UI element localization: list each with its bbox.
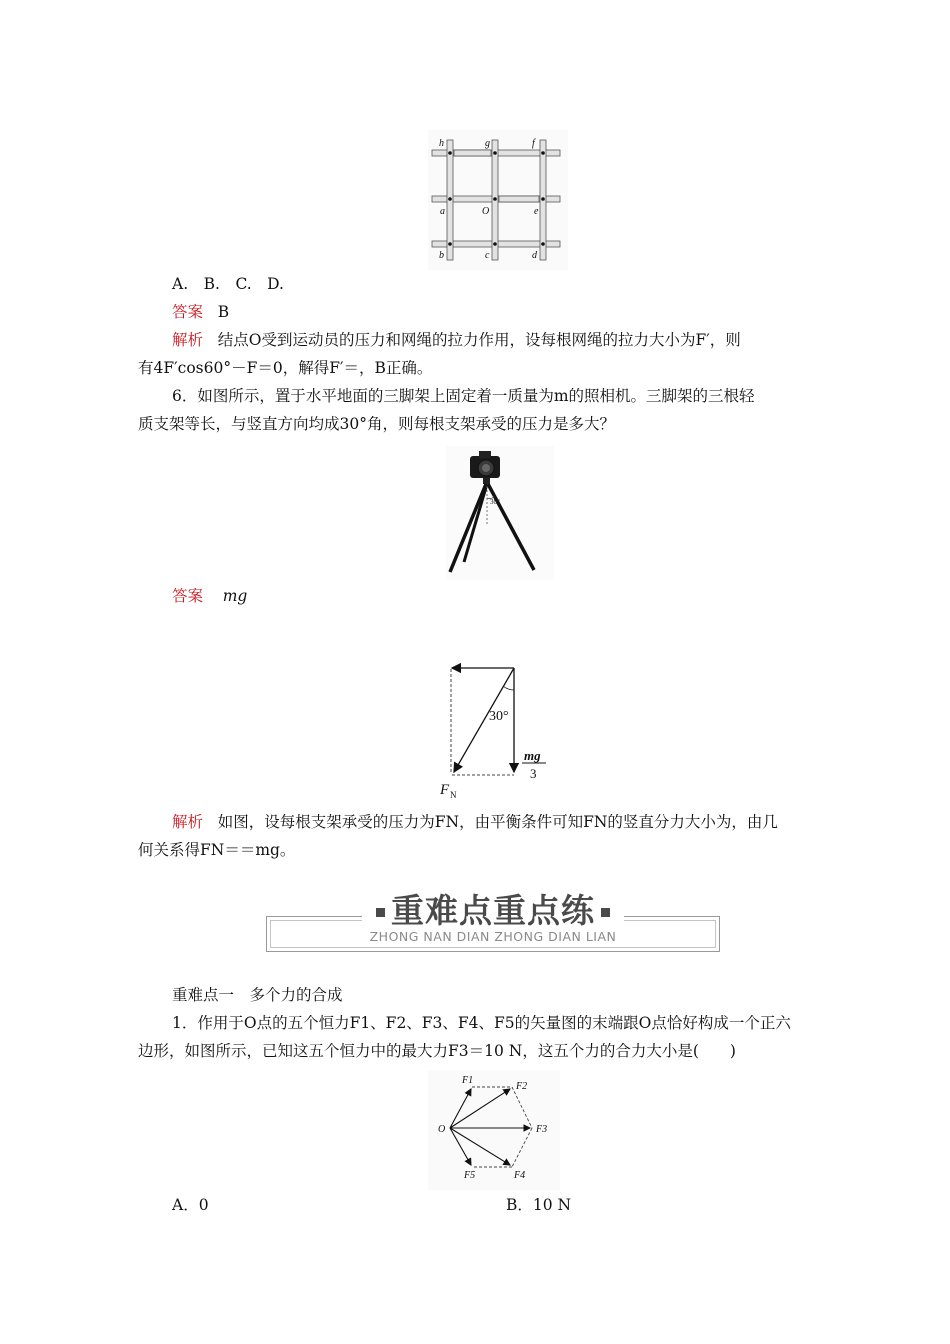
q5-answer	[172, 301, 852, 323]
banner-square-icon	[376, 908, 385, 917]
force-angle-label: 30°	[489, 709, 509, 724]
q5-analysis-line1	[172, 329, 852, 351]
q6-analysis-text1: 如图，设每根支架承受的压力为FN，由平衡条件可知FN的竖直分力大小为，由几	[217, 813, 778, 831]
q1-text-line1: 1．作用于O点的五个恒力F1、F2、F3、F4、F5的矢量图的末端跟O点恰好构成一个正六	[172, 1014, 791, 1032]
q6-answer	[172, 585, 852, 607]
q6-text-line2: 质支架等长，与竖直方向均成30°角，则每根支架承受的压力是多大？	[138, 415, 615, 433]
q6-analysis-line2: 何关系得FN＝＝mg。	[138, 841, 296, 859]
grid-label-e: e	[534, 206, 539, 217]
grid-label-h: h	[439, 138, 444, 149]
hex-label-f5: F5	[464, 1170, 476, 1181]
force-triangle-diagram	[432, 660, 562, 802]
q1-text-line2: 边形，如图所示，已知这五个恒力中的最大力F3＝10 N，这五个力的合力大小是( )	[138, 1042, 736, 1060]
force-fn-label: F	[440, 782, 450, 798]
force-mg-numerator: mg	[524, 748, 541, 763]
analysis-tag: 解析	[172, 813, 204, 831]
section-heading: 重难点一 多个力的合成	[172, 986, 343, 1004]
q5-analysis-text1: 结点O受到运动员的压力和网绳的拉力作用，设每根网绳的拉力大小为F′，则	[217, 331, 741, 349]
tripod-angle-label: 30°	[490, 498, 500, 506]
q6-answer-value: mg	[222, 587, 248, 605]
grid-label-f: f	[532, 138, 535, 149]
hexagon-force-figure	[428, 1070, 560, 1190]
net-grid-figure	[428, 130, 568, 270]
grid-label-b: b	[439, 250, 444, 261]
answer-tag: 答案	[172, 303, 204, 321]
analysis-tag: 解析	[172, 331, 204, 349]
hex-label-f2: F2	[516, 1081, 528, 1092]
grid-label-d: d	[532, 250, 537, 261]
hex-label-f4: F4	[514, 1170, 526, 1181]
q1-option-b: B．10 N	[506, 1196, 572, 1214]
force-diagram-figure	[432, 660, 562, 802]
hex-origin-label: O	[438, 1124, 446, 1135]
hex-label-f3: F3	[536, 1124, 548, 1135]
banner-square-icon	[601, 908, 610, 917]
grid-label-g: g	[485, 138, 490, 149]
banner-title-row	[266, 889, 720, 933]
tripod-camera-figure	[446, 446, 554, 580]
hex-label-f1: F1	[462, 1075, 474, 1086]
hexagon-force-diagram	[428, 1070, 560, 1190]
q5-analysis-line2: 有4F′cos60°－F＝0，解得F′＝，B正确。	[138, 359, 433, 377]
tripod-camera-photo	[446, 446, 554, 580]
q5-options: A. B. C. D.	[172, 275, 284, 293]
answer-tag: 答案	[172, 587, 204, 605]
grid-label-o: O	[482, 206, 490, 217]
net-grid-diagram	[428, 130, 568, 270]
q6-text-line1: 6．如图所示，置于水平地面的三脚架上固定着一质量为m的照相机。三脚架的三根轻	[172, 387, 755, 405]
grid-label-a: a	[440, 206, 445, 217]
force-fn-subscript: N	[450, 790, 457, 800]
grid-label-c: c	[485, 250, 490, 261]
force-mg-denominator: 3	[530, 766, 537, 781]
banner-title: 重难点重点练	[391, 891, 595, 930]
q6-analysis-line1	[172, 811, 852, 833]
q5-answer-value: B	[217, 303, 230, 321]
banner-subtitle: ZHONG NAN DIAN ZHONG DIAN LIAN	[369, 929, 617, 944]
q1-option-a: A．0	[172, 1196, 209, 1214]
section-banner	[266, 889, 720, 953]
